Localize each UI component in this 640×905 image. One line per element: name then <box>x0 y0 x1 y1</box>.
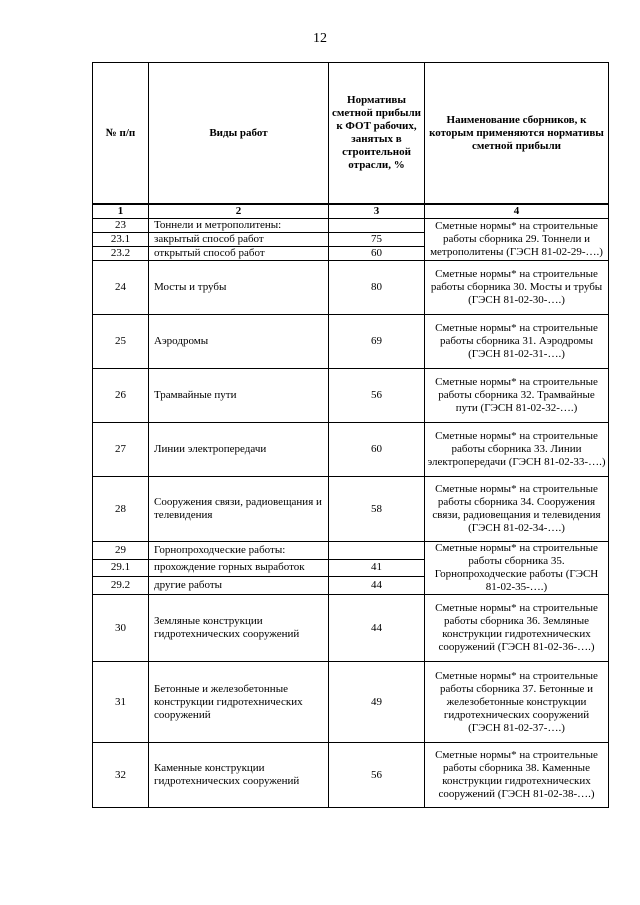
norm-value: 75 <box>329 233 425 247</box>
row-number: 26 <box>93 369 149 423</box>
table-row <box>93 477 609 542</box>
norm-value: 44 <box>329 595 425 662</box>
work-type: Сооружения связи, радиовещания и телевидения <box>149 477 329 542</box>
norm-value: 56 <box>329 743 425 808</box>
work-type: открытый способ работ <box>149 247 329 261</box>
row-number: 23 <box>93 219 149 233</box>
collection-name: Сметные нормы* на строительные работы сборника 35. Горнопроходческие работы (ГЭСН 81-02-35-….) <box>425 542 609 595</box>
table-row <box>93 315 609 369</box>
column-number: 1 <box>93 204 149 219</box>
norm-value: 56 <box>329 369 425 423</box>
norm-value: 44 <box>329 577 425 595</box>
table-row <box>93 261 609 315</box>
collection-name: Сметные нормы* на строительные работы сборника 32. Трамвайные пути (ГЭСН 81-02-32-….) <box>425 369 609 423</box>
norm-value <box>329 542 425 560</box>
work-type: другие работы <box>149 577 329 595</box>
header-collection: Наименование сборников, к которым применяются нормативы сметной прибыли <box>425 63 609 205</box>
work-type: Бетонные и железобетонные конструкции гидротехнических сооружений <box>149 662 329 743</box>
table-row <box>93 743 609 808</box>
table-row <box>93 662 609 743</box>
collection-name: Сметные нормы* на строительные работы сборника 33. Линии электропередачи (ГЭСН 81-02-33-….) <box>425 423 609 477</box>
row-number: 29.2 <box>93 577 149 595</box>
row-number: 28 <box>93 477 149 542</box>
row-number: 29 <box>93 542 149 560</box>
row-number: 29.1 <box>93 559 149 577</box>
column-numbers-row <box>93 204 609 219</box>
row-number: 27 <box>93 423 149 477</box>
row-number: 23.1 <box>93 233 149 247</box>
table-row <box>93 369 609 423</box>
row-number: 25 <box>93 315 149 369</box>
norm-value <box>329 219 425 233</box>
collection-name: Сметные нормы* на строительные работы сборника 36. Земляные конструкции гидротехнических сооружений (ГЭСН 81-02-36-….) <box>425 595 609 662</box>
work-type: Мосты и трубы <box>149 261 329 315</box>
header-row <box>93 63 609 205</box>
collection-name: Сметные нормы* на строительные работы сборника 30. Мосты и трубы (ГЭСН 81-02-30-….) <box>425 261 609 315</box>
work-type: закрытый способ работ <box>149 233 329 247</box>
column-number: 4 <box>425 204 609 219</box>
work-type: Аэродромы <box>149 315 329 369</box>
row-number: 32 <box>93 743 149 808</box>
norm-value: 58 <box>329 477 425 542</box>
norm-value: 60 <box>329 423 425 477</box>
column-number: 2 <box>149 204 329 219</box>
norm-value: 80 <box>329 261 425 315</box>
work-type: Земляные конструкции гидротехнических сооружений <box>149 595 329 662</box>
collection-name: Сметные нормы* на строительные работы сборника 34. Сооружения связи, радиовещания и телевидения (ГЭСН 81-02-34-….) <box>425 477 609 542</box>
header-work-type: Виды работ <box>149 63 329 205</box>
collection-name: Сметные нормы* на строительные работы сборника 37. Бетонные и железобетонные конструкции гидротехнических сооружений (ГЭСН 81-02-37-….) <box>425 662 609 743</box>
column-number: 3 <box>329 204 425 219</box>
row-number: 23.2 <box>93 247 149 261</box>
row-number: 31 <box>93 662 149 743</box>
norm-value: 49 <box>329 662 425 743</box>
page-number: 12 <box>313 31 327 46</box>
table-row <box>93 423 609 477</box>
row-number: 24 <box>93 261 149 315</box>
work-type: Трамвайные пути <box>149 369 329 423</box>
work-type: Горнопроходческие работы: <box>149 542 329 560</box>
collection-name: Сметные нормы* на строительные работы сборника 29. Тоннели и метрополитены (ГЭСН 81-02-29-….) <box>425 219 609 261</box>
header-norm-percent: Нормативы сметной прибыли к ФОТ рабочих, занятых в строительной отрасли, % <box>329 63 425 205</box>
collection-name: Сметные нормы* на строительные работы сборника 38. Каменные конструкции гидротехнических сооружений (ГЭСН 81-02-38-….) <box>425 743 609 808</box>
work-type: Линии электропередачи <box>149 423 329 477</box>
work-type: Каменные конструкции гидротехнических сооружений <box>149 743 329 808</box>
row-number: 30 <box>93 595 149 662</box>
table-row <box>93 542 609 560</box>
table-row <box>93 219 609 233</box>
work-type: прохождение горных выработок <box>149 559 329 577</box>
collection-name: Сметные нормы* на строительные работы сборника 31. Аэродромы (ГЭСН 81-02-31-….) <box>425 315 609 369</box>
work-type: Тоннели и метрополитены: <box>149 219 329 233</box>
profit-norms-table <box>92 62 609 808</box>
norm-value: 60 <box>329 247 425 261</box>
norm-value: 69 <box>329 315 425 369</box>
header-num: № п/п <box>93 63 149 205</box>
table-row <box>93 595 609 662</box>
norm-value: 41 <box>329 559 425 577</box>
